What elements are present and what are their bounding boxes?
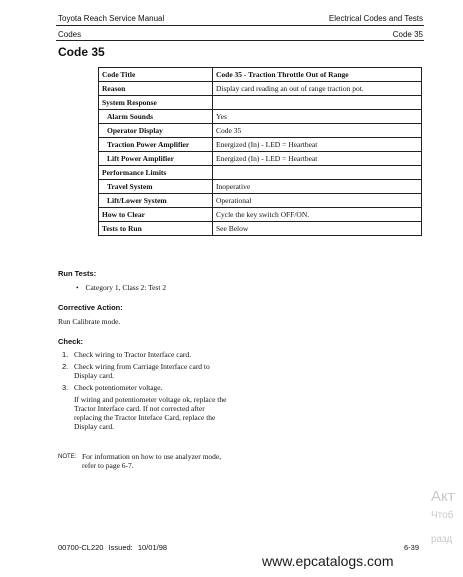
list-item <box>58 383 230 392</box>
activation-watermark-line1: Акт <box>431 488 455 505</box>
sub-header-rule <box>56 40 424 41</box>
list-item <box>58 350 230 359</box>
row-value <box>213 96 422 110</box>
table-row <box>99 222 422 236</box>
run-tests-item <box>76 283 166 292</box>
row-value: Inoperative <box>213 180 422 194</box>
table-row <box>99 138 422 152</box>
step-text: Check potentiometer voltage. <box>74 383 163 392</box>
row-value: Yes <box>213 110 422 124</box>
code-spec-table <box>98 67 422 236</box>
row-value <box>213 166 422 180</box>
row-value: Energized (In) - LED = Heartbeat <box>213 152 422 166</box>
check-steps <box>58 350 230 431</box>
row-value: Energized (In) - LED = Heartbeat <box>213 138 422 152</box>
table-row <box>99 124 422 138</box>
footer-issue <box>58 543 167 552</box>
note-text: For information on how to use analyzer mode, refer to page 6-7. <box>82 452 222 470</box>
table-row <box>99 194 422 208</box>
manual-title: Toyota Reach Service Manual <box>58 14 165 23</box>
row-label: Lift Power Amplifier <box>99 152 213 166</box>
row-label: Performance Limits <box>99 166 213 180</box>
issued-label: Issued: <box>108 543 133 552</box>
row-value: Code 35 - Traction Throttle Out of Range <box>213 68 422 82</box>
table-row <box>99 166 422 180</box>
row-value: Cycle the key switch OFF/ON. <box>213 208 422 222</box>
table-row <box>99 208 422 222</box>
row-value: Display card reading an out of range traction pot. <box>213 82 422 96</box>
step-number: 3. <box>62 383 69 392</box>
check-heading: Check: <box>58 337 84 346</box>
row-value: Operational <box>213 194 422 208</box>
run-tests-heading: Run Tests: <box>58 269 97 278</box>
step-number: 1. <box>62 350 69 359</box>
page-heading: Code 35 <box>58 45 105 59</box>
row-value: See Below <box>213 222 422 236</box>
sub-header-right: Code 35 <box>392 30 423 39</box>
corrective-action-heading: Corrective Action: <box>58 303 123 312</box>
row-label: Alarm Sounds <box>99 110 213 124</box>
row-label: Reason <box>99 82 213 96</box>
section-title: Electrical Codes and Tests <box>328 14 423 23</box>
note-label: NOTE: <box>58 454 77 460</box>
row-label: Operator Display <box>99 124 213 138</box>
row-label: System Response <box>99 96 213 110</box>
row-label: Traction Power Amplifier <box>99 138 213 152</box>
table-row <box>99 82 422 96</box>
row-label: Code Title <box>99 68 213 82</box>
step-text: Check wiring to Tractor Interface card. <box>74 350 192 359</box>
table-row <box>99 152 422 166</box>
header-rule <box>56 25 424 26</box>
activation-watermark-line3: разд <box>431 534 453 545</box>
row-value: Code 35 <box>213 124 422 138</box>
page-number: 6-39 <box>404 543 420 552</box>
row-label: Lift/Lower System <box>99 194 213 208</box>
row-label: How to Clear <box>99 208 213 222</box>
row-label: Travel System <box>99 180 213 194</box>
step-text: Check wiring from Carriage Interface card to Display card. <box>74 362 210 380</box>
list-item <box>58 362 230 380</box>
run-tests-item-text: Category 1, Class 2: Test 2 <box>85 283 167 292</box>
corrective-action-text: Run Calibrate mode. <box>58 317 121 326</box>
check-followup: If wiring and potentiometer voltage ok, replace the Tractor Interface card. If not corrected after replacing the Tractor Inteface Card, replace the Display card. <box>74 395 227 431</box>
table-row <box>99 180 422 194</box>
check-step-list <box>58 350 230 392</box>
step-number: 2. <box>62 362 69 371</box>
table-row <box>99 96 422 110</box>
table-row <box>99 68 422 82</box>
issued-date: 10/01/98 <box>137 543 168 552</box>
table-row <box>99 110 422 124</box>
doc-number: 00700-CL220 <box>58 543 104 552</box>
sub-header-left: Codes <box>58 30 82 39</box>
bullet-icon: • <box>76 283 79 292</box>
activation-watermark-line2: Чтоб <box>431 510 454 521</box>
row-label: Tests to Run <box>99 222 213 236</box>
watermark-url: www.epcatalogs.com <box>262 553 394 569</box>
